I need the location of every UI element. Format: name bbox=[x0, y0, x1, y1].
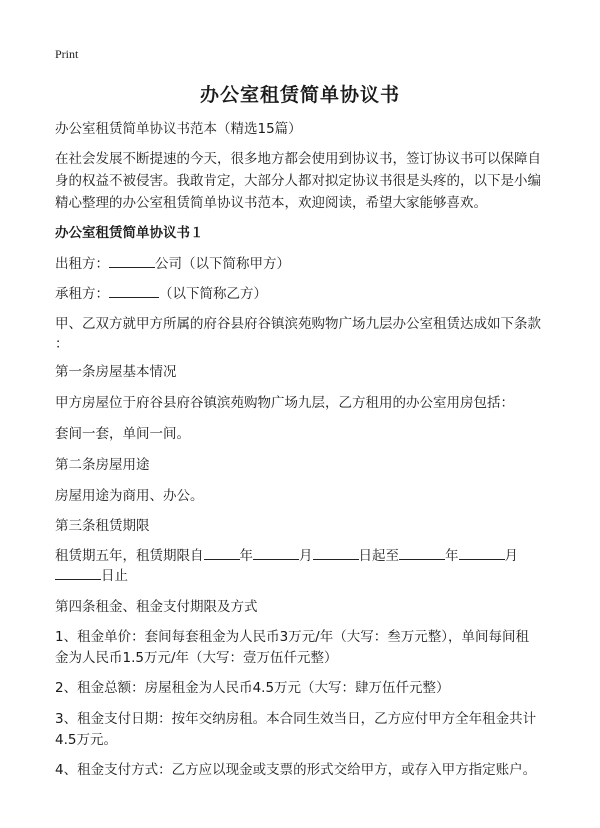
clause-4-item-1-line-1: 1、租金单价：套间每套租金为人民币3万元/年（大写：叁万元整），单间每间租 bbox=[55, 629, 529, 645]
lessor-blank bbox=[109, 253, 155, 268]
section-heading: 办公室租赁简单协议书１ bbox=[55, 225, 204, 241]
end-month-blank bbox=[459, 545, 505, 560]
period-text-2: 年 bbox=[239, 548, 253, 564]
clause-4-item-3-line-2: 4.5万元。 bbox=[55, 732, 117, 748]
clause-2-heading: 第二条房屋用途 bbox=[55, 457, 150, 473]
period-text-1: 租赁期五年，租赁期限自 bbox=[55, 548, 204, 564]
intro-line-3: 精心整理的办公室租赁简单协议书范本，欢迎阅读，希望大家能够喜欢。 bbox=[55, 195, 487, 211]
period-text-5: 年 bbox=[445, 548, 459, 564]
end-day-blank bbox=[55, 565, 101, 580]
period-text-4: 日起至 bbox=[358, 548, 399, 564]
period-text-6: 月 bbox=[504, 548, 518, 564]
clause-4-item-1-line-2: 金为人民币1.5万元/年（大写：壹万伍仟元整） bbox=[55, 650, 338, 666]
clause-1-heading: 第一条房屋基本情况 bbox=[55, 364, 177, 380]
clause-4-heading: 第四条租金、租金支付期限及方式 bbox=[55, 599, 258, 615]
intro-line-2: 身的权益不被侵害。我敢肯定，大部分人都对拟定协议书很是头疼的，以下是小编 bbox=[55, 173, 541, 189]
clause-3-heading: 第三条租赁期限 bbox=[55, 518, 150, 534]
document-subtitle: 办公室租赁简单协议书范本（精选15篇） bbox=[55, 121, 302, 137]
start-year-blank bbox=[204, 545, 240, 560]
clause-1-line-2: 套间一套，单间一间。 bbox=[55, 426, 190, 442]
clause-4-item-2: 2、租金总额：房屋租金为人民币4.5万元（大写：肆万伍仟元整） bbox=[55, 680, 450, 696]
period-text-7: 日止 bbox=[101, 568, 128, 584]
start-month-blank bbox=[253, 545, 299, 560]
clause-1-line-1: 甲方房屋位于府谷县府谷镇滨苑购物广场九层，乙方租用的办公室用房包括： bbox=[55, 395, 514, 411]
lessee-suffix: （以下简称乙方） bbox=[159, 286, 267, 302]
lessee-blank bbox=[109, 283, 159, 298]
document-title: 办公室租赁简单协议书 bbox=[199, 84, 400, 106]
lessee-line bbox=[55, 283, 555, 305]
start-day-blank bbox=[313, 545, 359, 560]
agreement-line-1: 甲、乙双方就甲方所属的府谷县府谷镇滨苑购物广场九层办公室租赁达成如下条款 bbox=[55, 316, 541, 332]
clause-2-line-1: 房屋用途为商用、办公。 bbox=[55, 488, 204, 504]
clause-4-item-3-line-1: 3、租金支付日期：按年交纳房租。本合同生效当日，乙方应付甲方全年租金共计 bbox=[55, 711, 537, 727]
end-year-blank bbox=[399, 545, 445, 560]
clause-3-period-line bbox=[55, 545, 555, 567]
clause-3-period-line-2 bbox=[55, 565, 555, 587]
period-text-3: 月 bbox=[299, 548, 313, 564]
intro-line-1: 在社会发展不断提速的今天，很多地方都会使用到协议书，签订协议书可以保障自 bbox=[55, 151, 541, 167]
clause-4-item-4: 4、租金支付方式：乙方应以现金或支票的形式交给甲方，或存入甲方指定账户。 bbox=[55, 762, 537, 778]
lessor-label: 出租方： bbox=[55, 256, 109, 272]
agreement-line-2: ： bbox=[55, 336, 69, 352]
lessee-label: 承租方： bbox=[55, 286, 109, 302]
print-label: Print bbox=[55, 47, 79, 61]
lessor-suffix: 公司（以下简称甲方） bbox=[155, 256, 290, 272]
lessor-line bbox=[55, 253, 555, 275]
